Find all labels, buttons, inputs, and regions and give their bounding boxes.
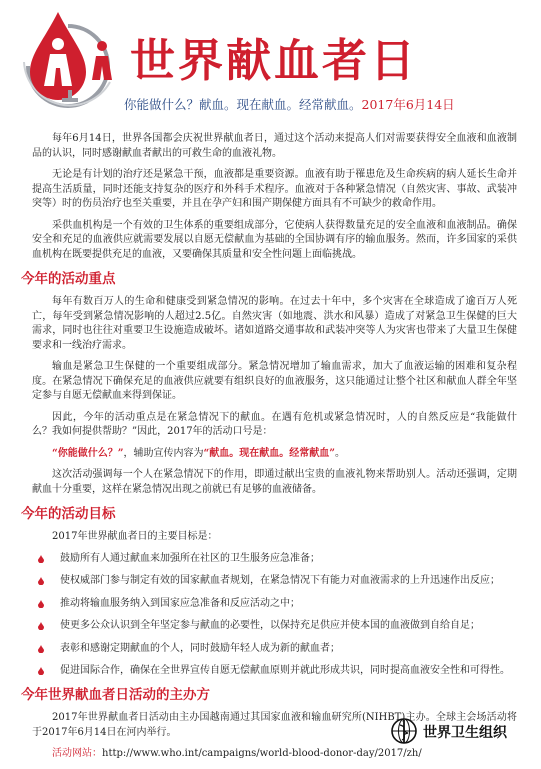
intro-paragraph: 采供血机构是一个有效的卫生体系的重要组成部分，它使病人获得数量充足的安全血液和血液制品。确保安全和充足的血液供应就需要发展以自愿无偿献血为基础的全国协调有序的输血服务。然而，许多国家的采供血机构在既要提供充足的血液，又要确保其质量和安全性问题上面临挑战。	[32, 219, 517, 260]
focus-paragraph: 每年有数百万人的生命和健康受到紧急情况的影响。在过去十年中，多个灾害在全球造成了逾百万人死亡，每年受到紧急情况影响的人超过2.5亿。自然灾害（如地震、洪水和风暴）造成了对紧急卫生保健的巨大需求，同时也往往对重要卫生设施造成破坏。诸如道路交通事故和武装冲突等人为灾害也带来了大量卫生保健要求和一线治疗需求。	[32, 296, 517, 351]
goal-text: 鼓励所有人通过献血来加强所在社区的卫生服务应急准备；	[60, 552, 320, 564]
slogan-question: “你能做什么？”	[52, 447, 124, 459]
main-content	[21, 132, 517, 769]
who-org-name: 世界卫生组织	[423, 725, 507, 741]
campaign-slogan-subtitle	[124, 95, 455, 113]
section-heading-host: 今年世界献血者日活动的主办方	[21, 687, 210, 703]
host-paragraph: 2017年世界献血者日活动由主办国越南通过其国家血液和输血研究所(NIHBT)主办。全球主会场活动将于2017年6月14日在河内举行。	[32, 712, 517, 738]
intro-paragraph: 无论是有计划的治疗还是紧急干预，血液都是重要资源。血液有助于罹患危及生命疾病的病人延长生命并提高生活质量，同时还能支持复杂的医疗和外科手术程序。血液对于各种紧急情况（自然灾害、事故、武装冲突等）时的伤员治疗也至关重要，并且在孕产妇和围产期保健方面具有不可缺少的救命作用。	[32, 169, 517, 209]
blood-drop-globe-logo	[14, 6, 126, 110]
who-emblem-icon	[390, 717, 418, 745]
goals-intro: 2017年世界献血者日的主要目标是：	[52, 531, 218, 542]
section-heading-focus: 今年的活动重点	[21, 271, 116, 287]
blood-drop-icon	[38, 667, 44, 675]
campaign-website-line	[32, 747, 517, 762]
page-title: 世界献血者日	[130, 34, 419, 87]
goal-text: 使权威部门参与制定有效的国家献血者规划，在紧急情况下有能力对血液需求的上升迅速作出反应；	[60, 575, 500, 586]
list-item	[32, 574, 517, 588]
focus-paragraph: 输血是紧急卫生保健的一个重要组成部分。紧急情况增加了输血需求，加大了血液运输的困难和复杂程度。在紧急情况下确保充足的血液供应就要有组织良好的血液服务，这只能通过让整个社区和献血人群全年坚定参与自愿无偿献血来得到保证。	[32, 361, 517, 401]
list-item	[32, 552, 517, 566]
section-heading-goals: 今年的活动目标	[21, 506, 116, 522]
focus-paragraph: 因此，今年的活动重点是在紧急情况下的献血。在遇有危机或紧急情况时，人的自然反应是“我能做什么？我如何提供帮助？”因此，2017年的活动口号是：	[32, 411, 517, 437]
intro-paragraph: 每年6月14日，世界各国都会庆祝世界献血者日，通过这个活动来提高人们对需要获得安全血液和血液制品的认识，同时感谢献血者献出的可救生命的血液礼物。	[32, 133, 517, 159]
goal-text: 促进国际合作，确保在全世界宣传自愿无偿献血原则并就此形成共识，同时提高血液安全性和可得性。	[60, 665, 510, 676]
blood-drop-icon	[38, 555, 44, 563]
slogan-middle: ，辅助宣传内容为	[123, 447, 204, 459]
subtitle-date: 2017年6月14日	[361, 97, 455, 112]
goal-text: 推动将输血服务纳入到国家应急准备和反应活动之中；	[60, 597, 300, 609]
who-logo	[390, 717, 530, 747]
goal-text: 表彰和感谢定期献血的个人，同时鼓励年轻人成为新的献血者；	[60, 642, 340, 654]
campaign-slogan-line	[32, 447, 517, 462]
focus-closing-paragraph: 这次活动强调每一个人在紧急情况下的作用，即通过献出宝贵的血液礼物来帮助别人。活动还强调，定期献血十分重要，这样在紧急情况出现之前就已有足够的血液储备。	[32, 469, 517, 495]
subtitle-slogan: 你能做什么？献血。现在献血。经常献血。	[124, 97, 362, 112]
slogan-answer: “献血。现在献血。经常献血”	[203, 447, 336, 459]
blood-drop-icon	[38, 645, 44, 653]
list-item	[32, 642, 517, 656]
list-item	[32, 597, 517, 611]
blood-drop-icon	[38, 577, 44, 585]
goals-list	[32, 552, 517, 679]
slogan-end: 。	[335, 447, 346, 459]
blood-drop-icon	[38, 600, 44, 608]
list-item	[32, 664, 517, 678]
list-item	[32, 619, 517, 633]
website-link[interactable]: http://www.who.int/campaigns/world-blood-donor-day/2017/zh/	[102, 748, 422, 759]
goal-text: 使更多公众认识到全年坚定参与献血的必要性，以保持充足供应并使本国的血液做到自给自足；	[60, 620, 480, 631]
blood-drop-icon	[38, 622, 44, 630]
website-label: 活动网站：	[52, 748, 102, 759]
